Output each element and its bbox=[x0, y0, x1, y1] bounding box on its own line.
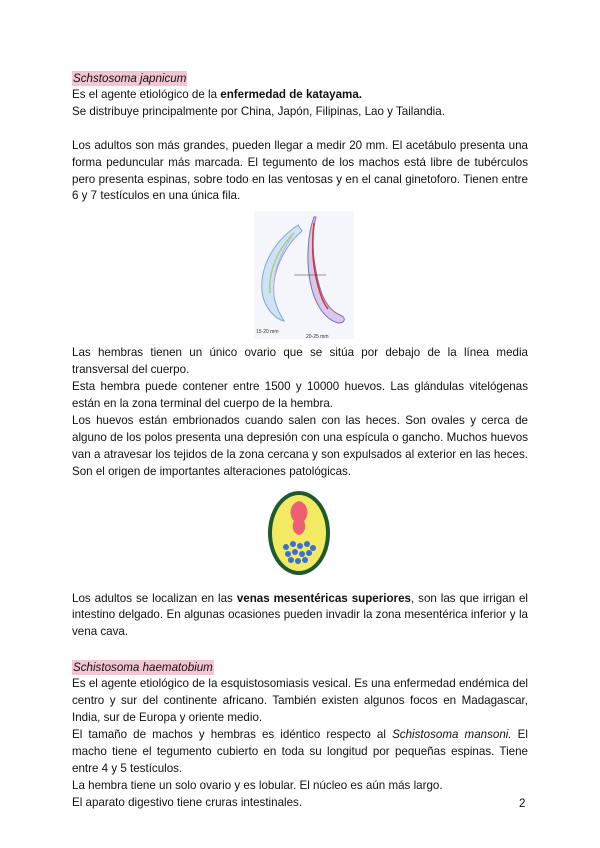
species-name: Schistosoma mansoni. bbox=[392, 727, 512, 741]
disease-name: enfermedad de katayama. bbox=[220, 88, 363, 101]
paragraph-distribution: Se distribuye principalmente por China, Japón, Filipinas, Lao y Tailandia. bbox=[72, 104, 445, 118]
schistosoma-worms-figure bbox=[254, 211, 354, 339]
male-size-label: 15-20 mm bbox=[256, 329, 279, 336]
page-number: 2 bbox=[519, 797, 526, 810]
paragraph-location: Los adultos se localizan en las venas mesentéricas superiores, son las que irrigan el intestino delgado. En algunas ocasiones pueden invadir la zona mesentérica inferior y la vena cava. bbox=[72, 591, 529, 639]
paragraph-females-2: Esta hembra puede contener entre 1500 y 10000 huevos. Las glándulas vitelógenas están en la zona terminal del cuerpo de la hembra. bbox=[72, 380, 528, 411]
female-size-label: 20-25 mm bbox=[306, 334, 329, 340]
document-page bbox=[72, 69, 528, 811]
paragraph-females-1: Las hembras tienen un único ovario que se sitúa por debajo de la línea media transversal del cuerpo. bbox=[72, 346, 528, 377]
paragraph-eggs: Los huevos están embrionados cuando salen con las heces. Son ovales y cerca de alguno de los polos presenta una depresión con una espícula o gancho. Muchos huevos van a atravesar los tejidos de la zona cercana y son expulsados al exterior en las heces. Son el origen de importantes alteraciones patológicas. bbox=[72, 413, 528, 478]
paragraph-female: La hembra tiene un solo ovario y es lobular. El núcleo es aún más largo. bbox=[72, 778, 443, 792]
paragraph-haematobium-intro: Es el agente etiológico de la esquistosomiasis vesical. Es una enfermedad endémica del centro y sur del continente africano. También existen algunos focos en Madagascar, India, sur de Europa y oriente medio. bbox=[72, 677, 528, 724]
paragraph-digestive: El aparato digestivo tiene cruras intestinales. bbox=[72, 795, 303, 809]
paragraph-size: El tamaño de machos y hembras es idéntico respecto al Schistosoma mansoni. El macho tiene el tegumento cubierto en toda su longitud por pequeñas espinas. Tiene entre 4 y 5 testículos. bbox=[72, 727, 528, 775]
egg-figure bbox=[266, 489, 332, 577]
paragraph-adults: Los adultos son más grandes, pueden llegar a medir 20 mm. El acetábulo presenta una forma peduncular más marcada. El tegumento de los machos está libre de tubérculos pero presenta espinas, sobre todo en las ventosas y en el canal ginetoforo. Tienen entre 6 y 7 testículos en una única fila. bbox=[72, 138, 528, 203]
section-title-japonicum: Schstosoma japnicum bbox=[73, 72, 187, 85]
paragraph-intro: Es el agente etiológico de la enfermedad de katayama. bbox=[72, 88, 363, 101]
veins-term: venas mesentéricas superiores bbox=[236, 591, 411, 605]
section-title-haematobium: Schistosoma haematobium bbox=[73, 661, 213, 675]
